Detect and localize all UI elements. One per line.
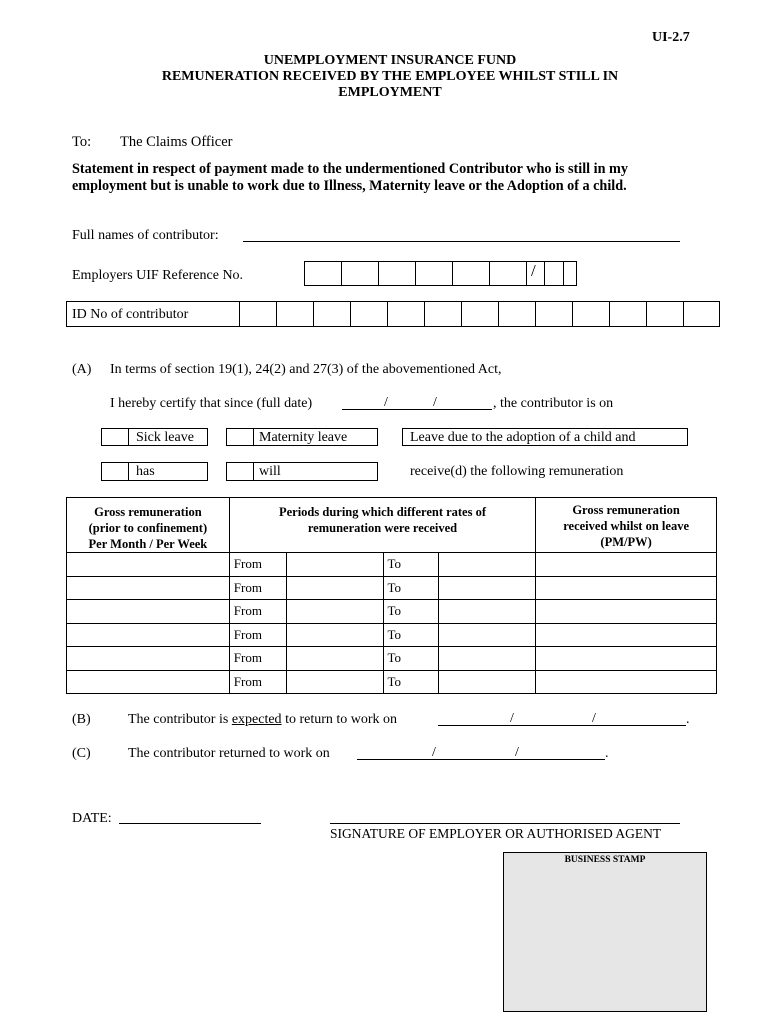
- header-gross-leave-line-3: (PM/PW): [600, 535, 652, 549]
- id-digit[interactable]: [572, 301, 610, 327]
- statement-line-1: Statement in respect of payment made to the undermentioned Contributor who is still in my: [72, 161, 628, 177]
- to-label: To:: [72, 134, 92, 150]
- id-digit[interactable]: [350, 301, 388, 327]
- date-field[interactable]: [119, 823, 261, 824]
- from-date-cell[interactable]: [286, 623, 383, 647]
- from-label: From: [229, 576, 286, 600]
- id-digit[interactable]: [646, 301, 684, 327]
- gross-prior-cell[interactable]: [67, 670, 230, 694]
- header-gross-leave-line-1: Gross remuneration: [572, 503, 680, 517]
- table-header-row: [67, 498, 717, 553]
- id-digit[interactable]: [683, 301, 720, 327]
- table-row: [67, 670, 717, 694]
- sick-leave-checkbox[interactable]: [102, 429, 129, 445]
- to-date-cell[interactable]: [439, 576, 536, 600]
- uif-ref-digit[interactable]: [378, 261, 416, 286]
- returned-date-field[interactable]: [357, 759, 605, 760]
- from-label: From: [229, 553, 286, 577]
- id-digit[interactable]: [609, 301, 647, 327]
- header-gross-prior: [67, 498, 230, 553]
- full-names-field[interactable]: [243, 241, 680, 242]
- from-label: From: [229, 600, 286, 624]
- title-line-1: UNEMPLOYMENT INSURANCE FUND: [263, 53, 517, 68]
- signature-label: SIGNATURE OF EMPLOYER OR AUTHORISED AGENT: [330, 826, 662, 841]
- certify-date-field[interactable]: [342, 409, 492, 410]
- sick-leave-label: Sick leave: [136, 430, 194, 445]
- id-digit[interactable]: [239, 301, 277, 327]
- remuneration-table: [66, 497, 717, 694]
- has-label: has: [136, 464, 155, 479]
- section-b-text-before: The contributor is: [128, 712, 232, 727]
- page-title: [60, 53, 720, 101]
- id-digit[interactable]: [313, 301, 351, 327]
- certify-suffix: , the contributor is on: [493, 396, 614, 411]
- maternity-leave-checkbox[interactable]: [227, 429, 254, 445]
- gross-leave-cell[interactable]: [536, 647, 717, 671]
- table-row: [67, 623, 717, 647]
- header-periods: [229, 498, 535, 553]
- gross-prior-cell[interactable]: [67, 647, 230, 671]
- receive-text: receive(d) the following remuneration: [410, 464, 624, 479]
- uif-ref-separator: /: [531, 261, 536, 280]
- section-c-sep-1: /: [432, 745, 436, 760]
- title-line-3: EMPLOYMENT: [338, 85, 442, 100]
- header-gross-prior-line-3: Per Month / Per Week: [88, 537, 208, 551]
- header-gross-prior-line-1: Gross remuneration: [94, 505, 202, 519]
- to-date-cell[interactable]: [439, 553, 536, 577]
- table-row: [67, 600, 717, 624]
- full-names-label: Full names of contributor:: [72, 228, 219, 243]
- from-date-cell[interactable]: [286, 576, 383, 600]
- gross-prior-cell[interactable]: [67, 576, 230, 600]
- from-date-cell[interactable]: [286, 647, 383, 671]
- section-b-text-underlined: expected: [231, 712, 282, 727]
- uif-ref-digit[interactable]: [304, 261, 342, 286]
- to-label: To: [383, 670, 439, 694]
- header-gross-prior-line-2: (prior to confinement): [88, 521, 208, 535]
- has-option[interactable]: [101, 462, 208, 481]
- gross-leave-cell[interactable]: [536, 553, 717, 577]
- from-label: From: [229, 623, 286, 647]
- section-c-sep-2: /: [515, 745, 519, 760]
- certify-date-sep-1: /: [384, 395, 388, 410]
- table-row: [67, 576, 717, 600]
- gross-prior-cell[interactable]: [67, 623, 230, 647]
- adoption-leave-option[interactable]: [402, 428, 688, 446]
- will-option[interactable]: [226, 462, 378, 481]
- uif-ref-boxes: [305, 261, 564, 286]
- from-label: From: [229, 647, 286, 671]
- id-digit[interactable]: [424, 301, 462, 327]
- section-a-text: In terms of section 19(1), 24(2) and 27(3) of the abovementioned Act,: [110, 362, 502, 377]
- id-number-row: [67, 301, 720, 327]
- maternity-leave-option[interactable]: [226, 428, 378, 446]
- uif-ref-check-box: [545, 261, 577, 286]
- table-row: [67, 553, 717, 577]
- table-row: [67, 647, 717, 671]
- id-digit[interactable]: [461, 301, 499, 327]
- uif-ref-label: Employers UIF Reference No.: [72, 268, 244, 283]
- return-expected-date-field[interactable]: [438, 725, 686, 726]
- to-label: To: [383, 647, 439, 671]
- to-label: To: [383, 600, 439, 624]
- section-c-end: .: [605, 746, 609, 761]
- uif-ref-digit[interactable]: [489, 261, 527, 286]
- section-b-text: [128, 712, 397, 728]
- header-gross-leave-line-2: received whilst on leave: [563, 519, 689, 533]
- section-c-text: The contributor returned to work on: [128, 746, 330, 761]
- to-label: To: [383, 623, 439, 647]
- gross-leave-cell[interactable]: [536, 576, 717, 600]
- certify-date-sep-2: /: [433, 395, 437, 410]
- gross-leave-cell[interactable]: [536, 623, 717, 647]
- title-line-2: REMUNERATION RECEIVED BY THE EMPLOYEE WHILST STILL IN: [161, 69, 619, 84]
- from-date-cell[interactable]: [286, 670, 383, 694]
- gross-prior-cell[interactable]: [67, 553, 230, 577]
- sick-leave-option[interactable]: [101, 428, 208, 446]
- to-date-cell[interactable]: [439, 623, 536, 647]
- adoption-leave-label: Leave due to the adoption of a child and: [410, 430, 636, 445]
- gross-leave-cell[interactable]: [536, 670, 717, 694]
- gross-leave-cell[interactable]: [536, 600, 717, 624]
- certify-prefix: I hereby certify that since (full date): [110, 396, 313, 411]
- from-label: From: [229, 670, 286, 694]
- uif-ref-check-digit[interactable]: [544, 261, 577, 286]
- section-b-marker: (B): [72, 712, 91, 727]
- signature-field[interactable]: [330, 823, 680, 824]
- from-date-cell[interactable]: [286, 600, 383, 624]
- from-date-cell[interactable]: [286, 553, 383, 577]
- header-periods-line-1: Periods during which different rates of: [278, 505, 487, 519]
- date-label: DATE:: [72, 811, 112, 826]
- id-digit[interactable]: [387, 301, 425, 327]
- has-checkbox[interactable]: [102, 463, 129, 480]
- business-stamp-label: BUSINESS STAMP: [564, 855, 646, 865]
- to-date-cell[interactable]: [439, 670, 536, 694]
- to-label: To: [383, 553, 439, 577]
- id-label: ID No of contributor: [66, 301, 240, 327]
- to-date-cell[interactable]: [439, 600, 536, 624]
- will-checkbox[interactable]: [227, 463, 254, 480]
- business-stamp-box: [503, 852, 707, 1012]
- uif-ref-digit[interactable]: [415, 261, 453, 286]
- to-date-cell[interactable]: [439, 647, 536, 671]
- form-code: UI-2.7: [652, 30, 690, 45]
- statement-line-2: employment but is unable to work due to Illness, Maternity leave or the Adoption of a child.: [72, 178, 627, 194]
- will-label: will: [259, 464, 281, 479]
- statement: [72, 161, 628, 195]
- gross-prior-cell[interactable]: [67, 600, 230, 624]
- uif-ref-digit[interactable]: [341, 261, 379, 286]
- header-gross-leave: [536, 498, 717, 553]
- to-label: To: [383, 576, 439, 600]
- uif-ref-digit[interactable]: [452, 261, 490, 286]
- maternity-leave-label: Maternity leave: [259, 430, 348, 445]
- id-digit[interactable]: [535, 301, 573, 327]
- section-b-end: .: [686, 712, 690, 727]
- header-periods-line-2: remuneration were received: [307, 521, 458, 535]
- section-b-sep-1: /: [510, 711, 514, 726]
- to-value: The Claims Officer: [120, 134, 233, 150]
- id-digit[interactable]: [498, 301, 536, 327]
- section-b-sep-2: /: [592, 711, 596, 726]
- section-b-text-after: to return to work on: [281, 712, 398, 727]
- id-digit[interactable]: [276, 301, 314, 327]
- section-a-marker: (A): [72, 362, 92, 377]
- section-c-marker: (C): [72, 746, 91, 761]
